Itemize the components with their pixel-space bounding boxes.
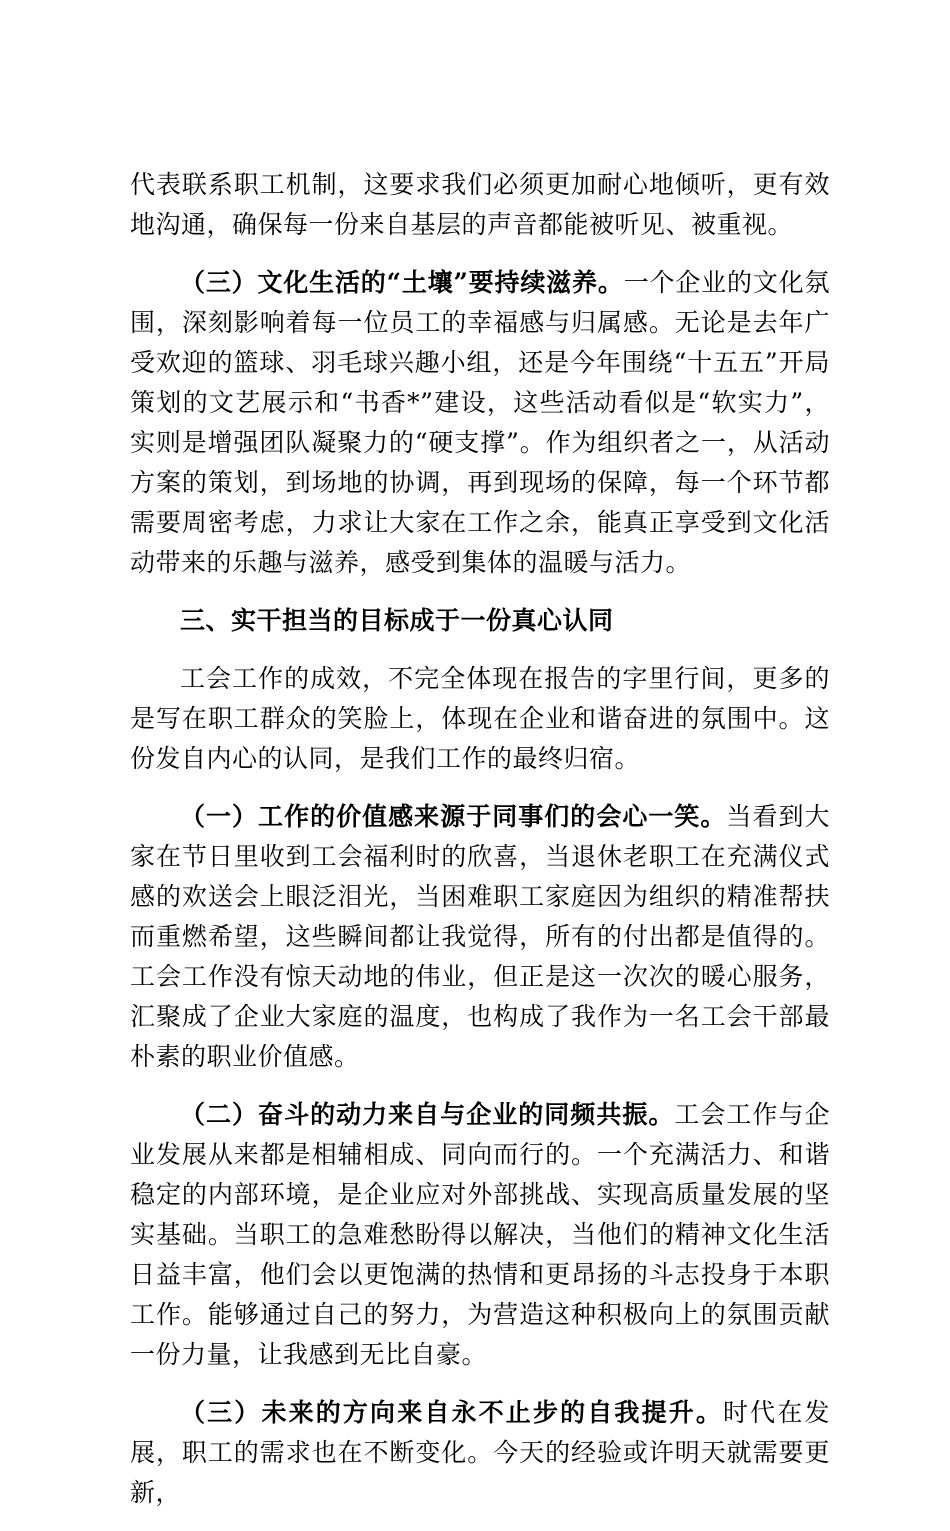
paragraph-lead: （一）工作的价值感来源于同事们的会心一笑。 bbox=[180, 802, 727, 831]
paragraph-lead: （三）未来的方向来自永不止步的自我提升。 bbox=[180, 1398, 724, 1427]
paragraph-section-intro bbox=[130, 659, 830, 779]
paragraph-value-sense bbox=[130, 797, 830, 1077]
paragraph-text: 时代在发展，职工的需求也在不断变化。今天的经验或许明天就需要更新， bbox=[130, 1398, 830, 1507]
paragraph-motivation bbox=[130, 1095, 830, 1375]
paragraph-text: 工会工作的成效，不完全体现在报告的字里行间，更多的是写在职工群众的笑脸上，体现在企业和谐奋进的氛围中。这份发自内心的认同，是我们工作的最终归宿。 bbox=[130, 664, 830, 773]
paragraph-text: 代表联系职工机制，这要求我们必须更加耐心地倾听，更有效地沟通，确保每一份来自基层的声音都能被听见、被重视。 bbox=[130, 170, 830, 239]
paragraph-text: 一个企业的文化氛围，深刻影响着每一位员工的幸福感与归属感。无论是去年广受欢迎的篮球、羽毛球兴趣小组，还是今年围绕“十五五”开局策划的文艺展示和“书香*”建设，这些活动看似是“软实力”，实则是增强团队凝聚力的“硬支撑”。作为组织者之一，从活动方案的策划，到场地的协调，再到现场的保障，每一个环节都需要周密考虑，力求让大家在工作之余，能真正享受到文化活动带来的乐趣与滋养，感受到集体的温暖与活力。 bbox=[130, 268, 830, 577]
paragraph-lead: （三）文化生活的“土壤”要持续滋养。 bbox=[180, 268, 624, 297]
section-heading bbox=[130, 601, 830, 641]
paragraph-text: 工会工作与企业发展从来都是相辅相成、同向而行的。一个充满活力、和谐稳定的内部环境，是企业应对外部挑战、实现高质量发展的坚实基础。当职工的急难愁盼得以解决，当他们的精神文化生活日益丰富，他们会以更饱满的热情和更昂扬的斗志投身于本职工作。能够通过自己的努力，为营造这种积极向上的氛围贡献一份力量，让我感到无比自豪。 bbox=[130, 1100, 830, 1369]
paragraph-future-direction bbox=[130, 1393, 830, 1513]
document-body bbox=[130, 165, 830, 1531]
paragraph-lead: （二）奋斗的动力来自与企业的同频共振。 bbox=[180, 1100, 675, 1129]
paragraph-culture-life bbox=[130, 263, 830, 583]
paragraph-text: 当看到大家在节日里收到工会福利时的欣喜，当退休老职工在充满仪式感的欢送会上眼泛泪光，当困难职工家庭因为组织的精准帮扶而重燃希望，这些瞬间都让我觉得，所有的付出都是值得的。工会工作没有惊天动地的伟业，但正是这一次次的暖心服务，汇聚成了企业大家庭的温度，也构成了我作为一名工会干部最朴素的职业价值感。 bbox=[130, 802, 830, 1071]
section-heading-text: 三、实干担当的目标成于一份真心认同 bbox=[180, 606, 614, 635]
paragraph-continuation bbox=[130, 165, 830, 245]
